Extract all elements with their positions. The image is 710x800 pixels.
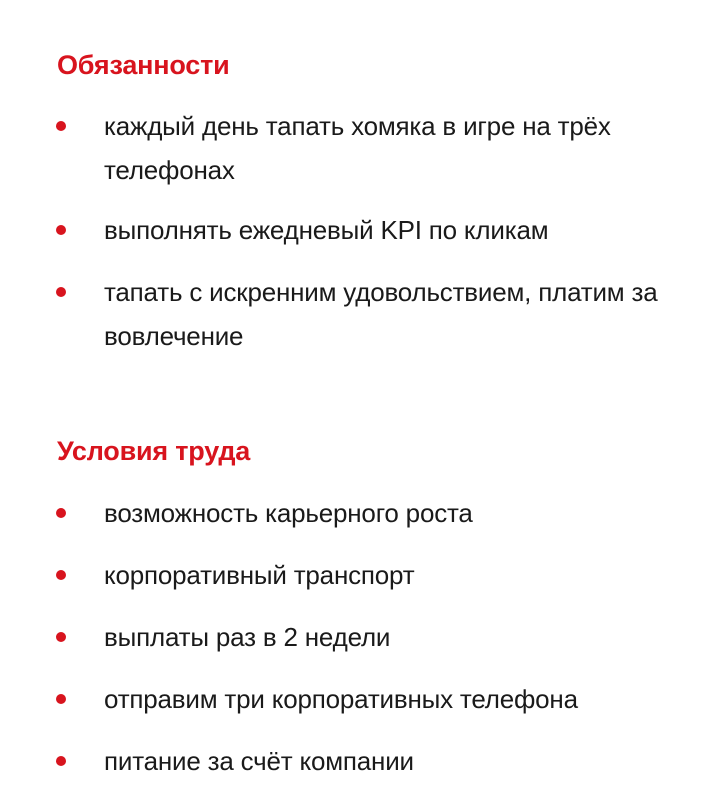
bullet-icon — [56, 508, 66, 518]
bullet-icon — [56, 121, 66, 131]
bullet-icon — [56, 632, 66, 642]
list-item-text: питание за счёт компании — [104, 746, 414, 776]
list-item-text: отправим три корпоративных телефона — [104, 684, 578, 714]
bullet-icon — [56, 287, 66, 297]
bullet-icon — [56, 225, 66, 235]
list-item-text: тапать с искренним удовольствием, платим за вовлечение — [104, 277, 658, 351]
bullet-icon — [56, 756, 66, 766]
bullet-icon — [56, 694, 66, 704]
conditions-heading: Условия труда — [57, 436, 251, 466]
list-item-text: каждый день тапать хомяка в игре на трёх телефонах — [104, 111, 611, 185]
duties-heading: Обязанности — [57, 50, 230, 80]
list-item-text: корпоративный транспорт — [104, 560, 415, 590]
list-item-text: выполнять ежедневый KPI по кликам — [104, 215, 549, 245]
bullet-icon — [56, 570, 66, 580]
list-item-text: выплаты раз в 2 недели — [104, 622, 391, 652]
list-item-text: возможность карьерного роста — [104, 498, 473, 528]
